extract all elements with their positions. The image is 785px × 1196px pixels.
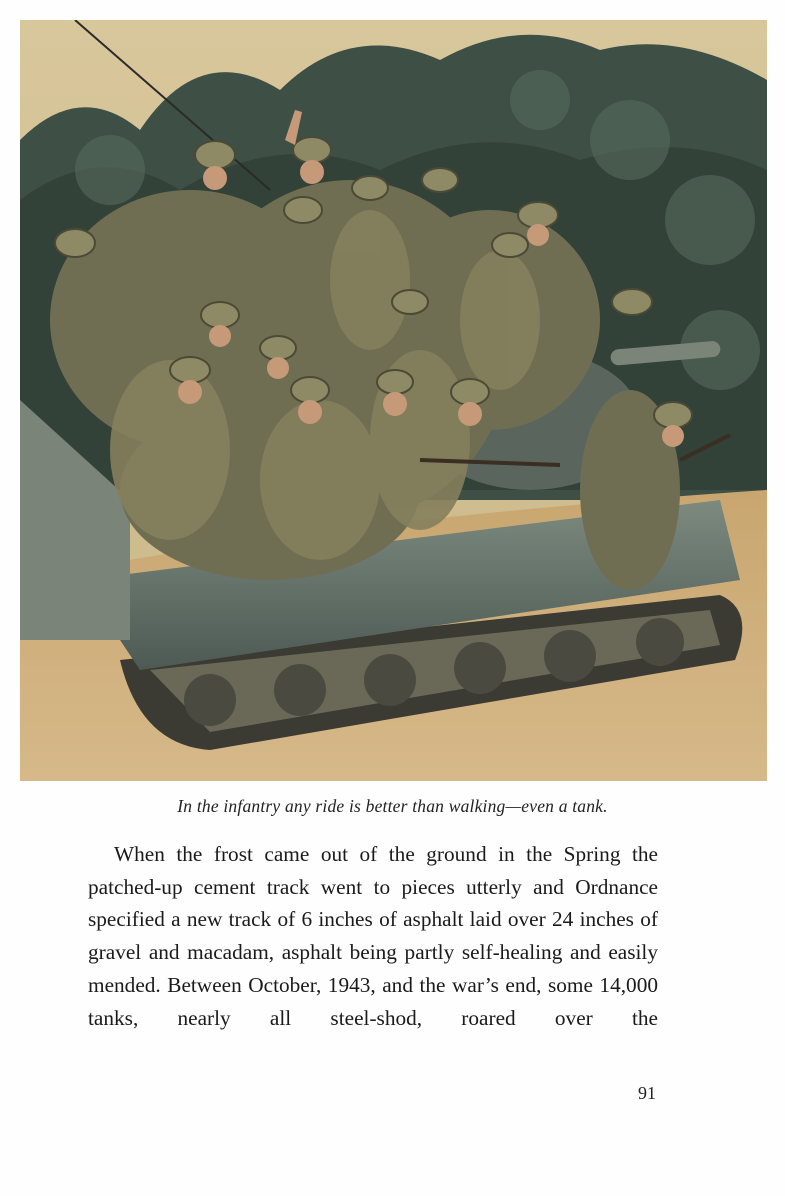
tank-photo: [20, 20, 767, 781]
page-number: 91: [638, 1083, 656, 1103]
photo-caption: In the infantry any ride is better than walking—even a tank.: [177, 796, 608, 816]
paragraph-text: When the frost came out of the ground in the Spring the patched-up cement track went to pieces utterly and Ordnance specified a new track of 6 inches of asphalt laid over 24 inches of gravel and macadam, asphalt being partly self-healing and easily mended. Between October, 1943, and the war’s end, some 14,000 tanks, nearly all steel-shod, roared over the: [88, 842, 658, 1030]
body-paragraph: [88, 838, 658, 1034]
